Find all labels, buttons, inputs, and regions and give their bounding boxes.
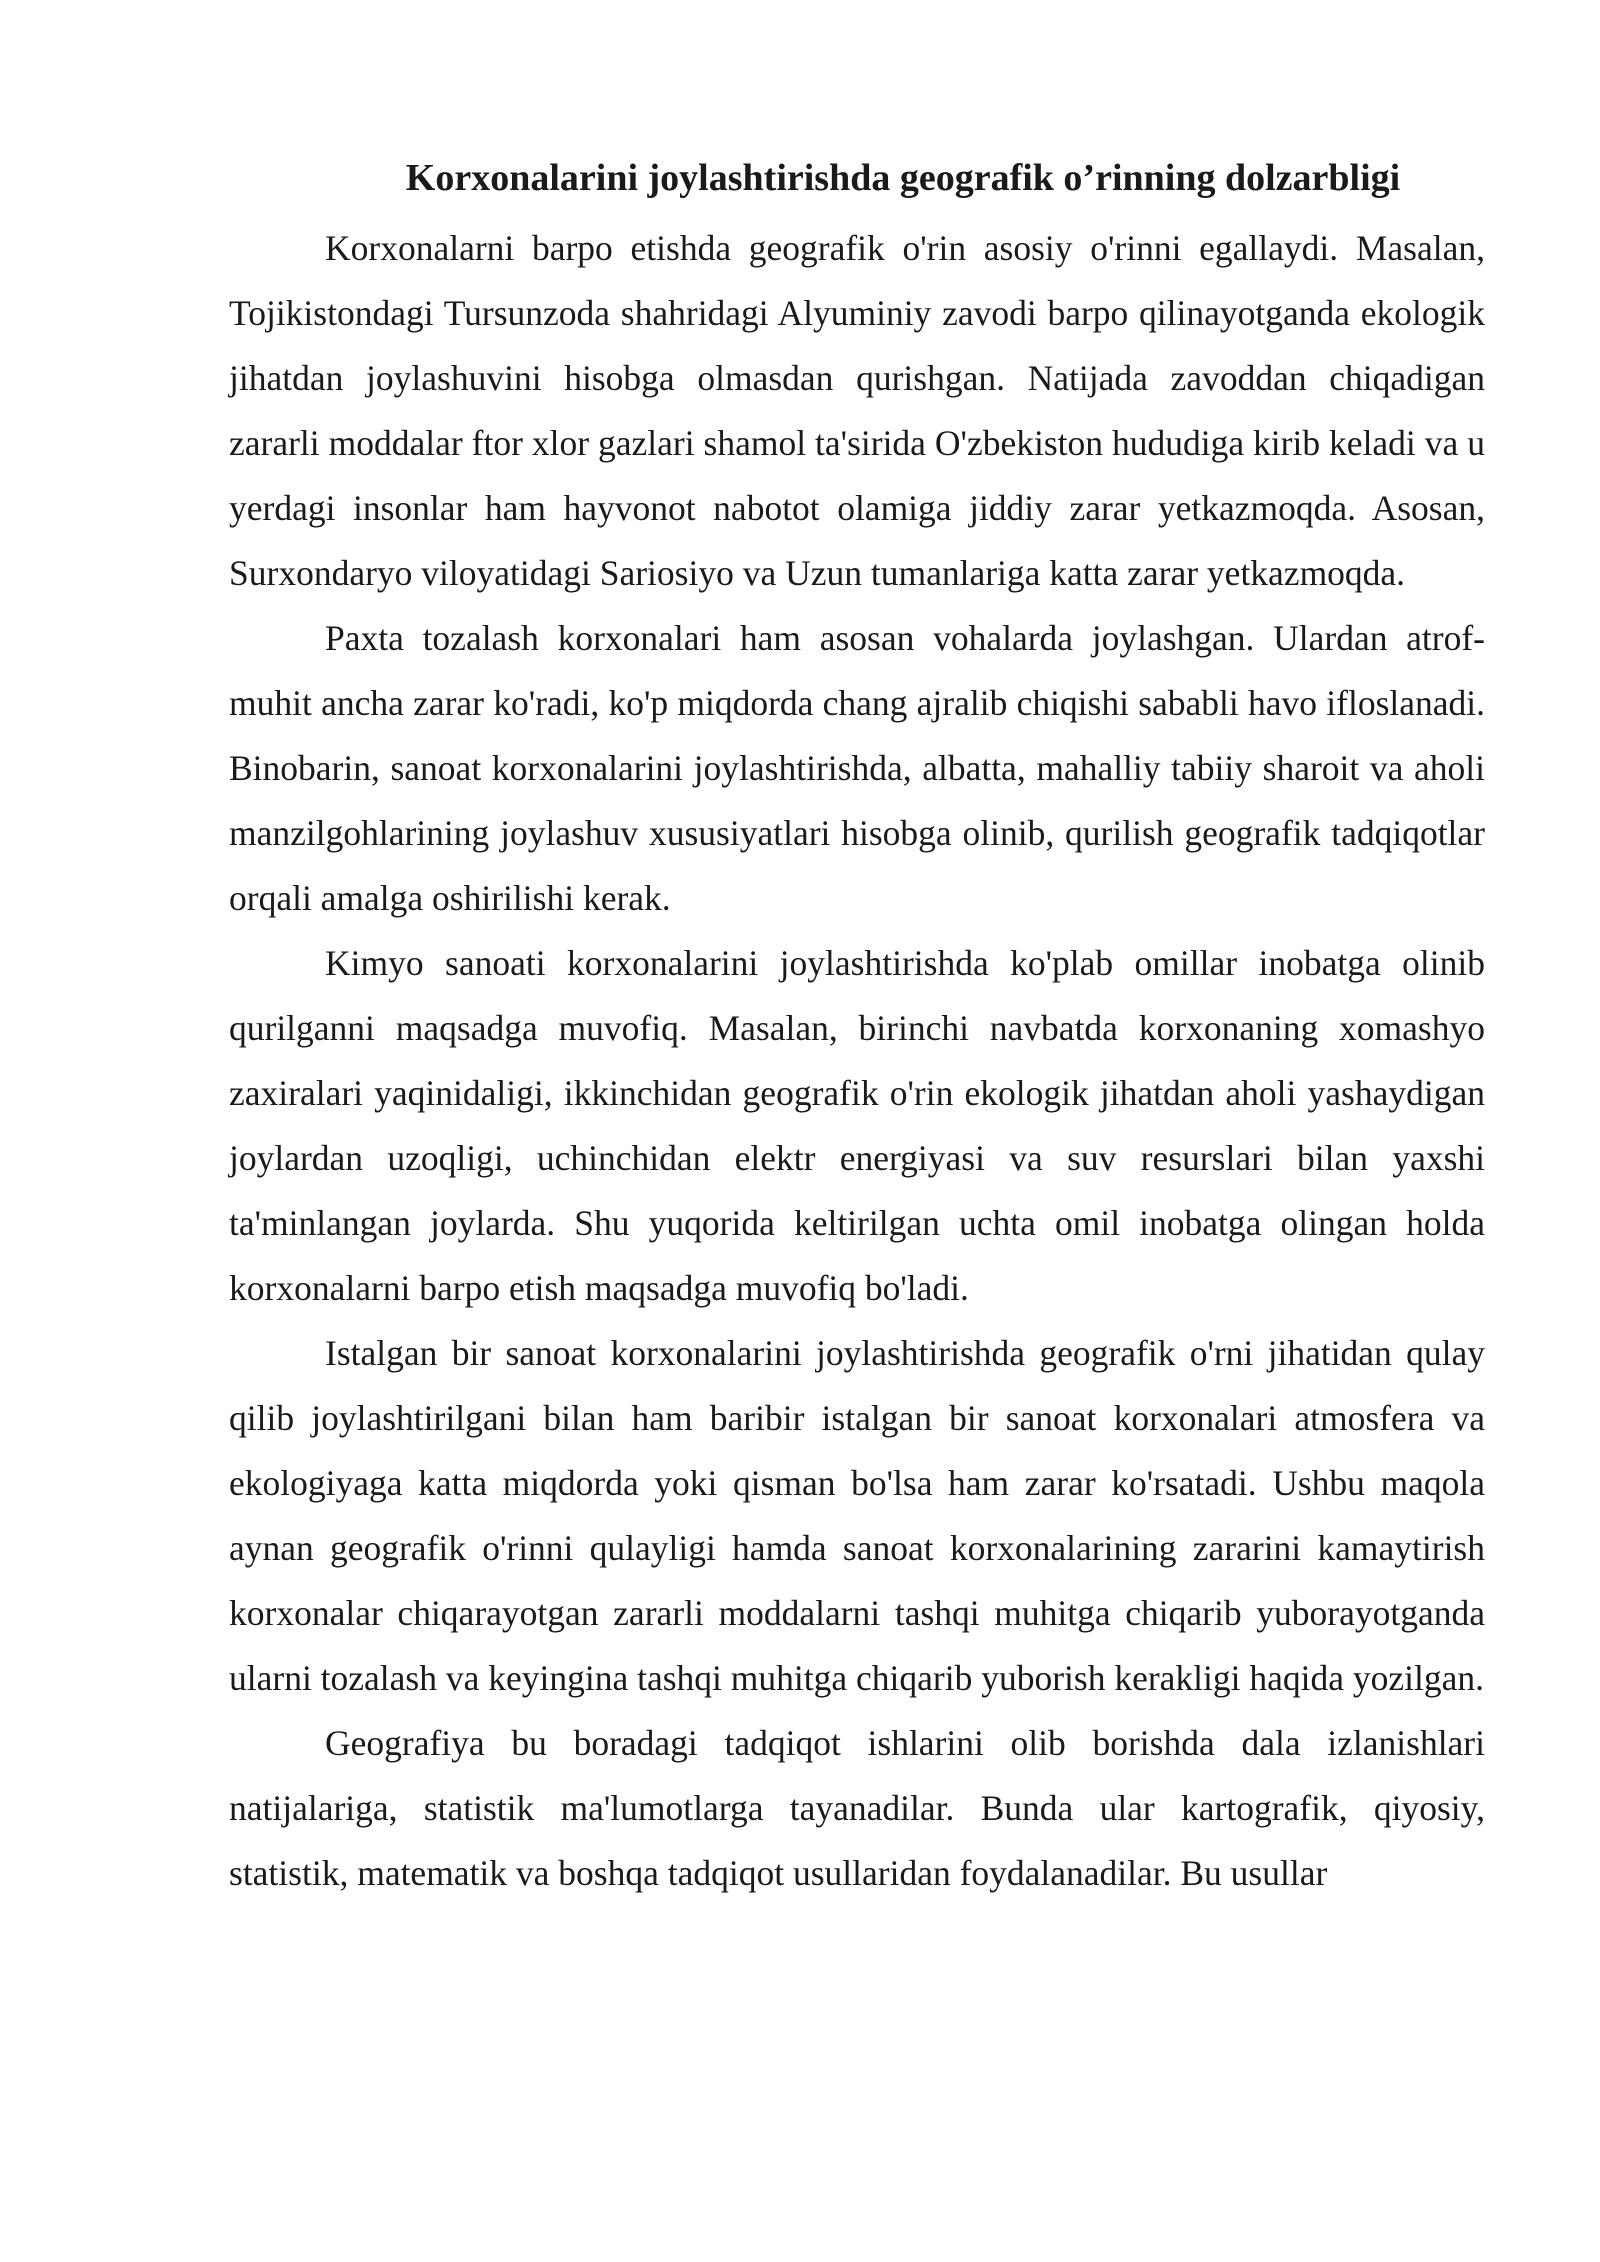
paragraph: Kimyo sanoati korxonalarini joylashtirishda ko'plab omillar inobatga olinib qurilganni maqsadga muvofiq. Masalan, birinchi navbatda korxonaning xomashyo zaxiralari yaqinidaligi, ikkinchidan geografik o'rin ekologik jihatdan aholi yashaydigan joylardan uzoqligi, uchinchidan elektr energiyasi va suv resurslari bilan yaxshi ta'minlangan joylarda. Shu yuqorida keltirilgan uchta omil inobatga olingan holda korxonalarni barpo etish maqsadga muvofiq bo'ladi. bbox=[229, 943, 1485, 1308]
paragraph: Istalgan bir sanoat korxonalarini joylashtirishda geografik o'rni jihatidan qulay qilib joylashtirilgani bilan ham baribir istalgan bir sanoat korxonalari atmosfera va ekologiyaga katta miqdorda yoki qisman bo'lsa ham zarar ko'rsatadi. Ushbu maqola aynan geografik o'rinni qulayligi hamda sanoat korxonalarining zararini kamaytirish korxonalar chiqarayotgan zararli moddalarni tashqi muhitga chiqarib yuborayotganda ularni tozalash va keyingina tashqi muhitga chiqarib yuborish kerakligi haqida yozilgan. bbox=[229, 1333, 1485, 1698]
document-body bbox=[229, 146, 1485, 1906]
paragraph: Paxta tozalash korxonalari ham asosan vohalarda joylashgan. Ulardan atrof-muhit ancha zarar ko'radi, ko'p miqdorda chang ajralib chiqishi sababli havo ifloslanadi. Binobarin, sanoat korxonalarini joylashtirishda, albatta, mahalliy tabiiy sharoit va aholi manzilgohlarining joylashuv xususiyatlari hisobga olinib, qurilish geografik tadqiqotlar orqali amalga oshirilishi kerak. bbox=[229, 618, 1485, 918]
document-title: Korxonalarini joylashtirishda geografik o’rinning dolzarbligi bbox=[405, 157, 1401, 199]
paragraph: Korxonalarni barpo etishda geografik o'rin asosiy o'rinni egallaydi. Masalan, Tojikistondagi Tursunzoda shahridagi Alyuminiy zavodi barpo qilinayotganda ekologik jihatdan joylashuvini hisobga olmasdan qurishgan. Natijada zavoddan chiqadigan zararli moddalar ftor xlor gazlari shamol ta'sirida O'zbekiston hududiga kirib keladi va u yerdagi insonlar ham hayvonot nabotot olamiga jiddiy zarar yetkazmoqda. Asosan, Surxondaryo viloyatidagi Sariosiyo va Uzun tumanlariga katta zarar yetkazmoqda. bbox=[229, 228, 1485, 593]
paragraph: Geografiya bu boradagi tadqiqot ishlarini olib borishda dala izlanishlari natijalariga, statistik ma'lumotlarga tayanadilar. Bunda ular kartografik, qiyosiy, statistik, matematik va boshqa tadqiqot usullaridan foydalanadilar. Bu usullar bbox=[229, 1723, 1485, 1893]
